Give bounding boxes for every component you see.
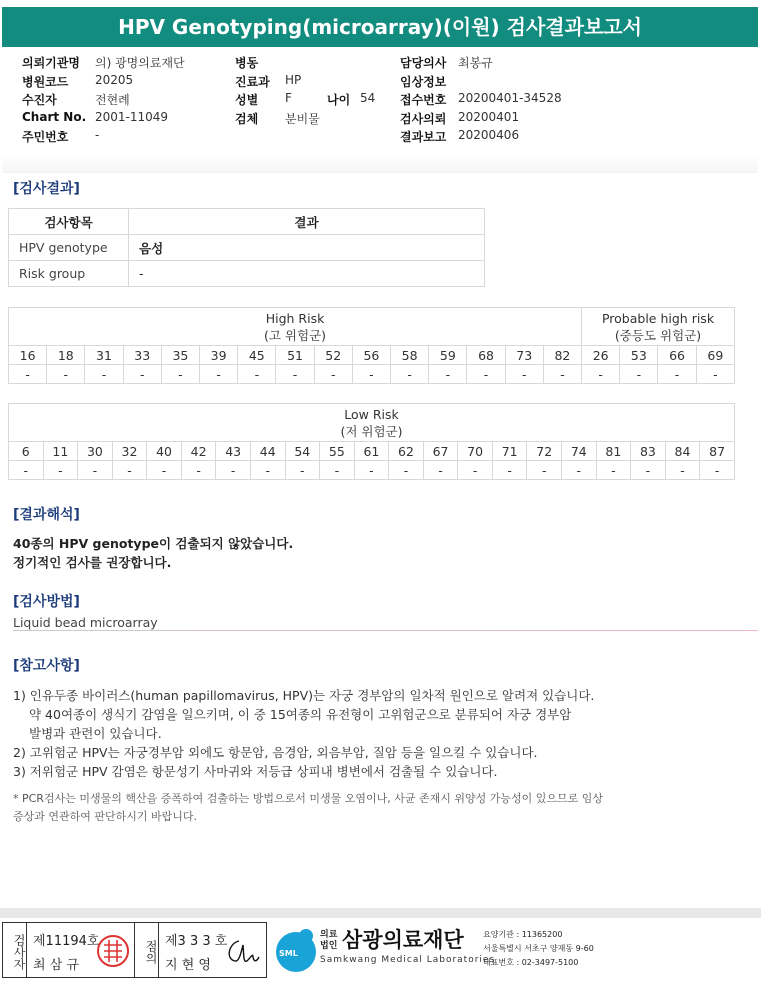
interpretation-text	[13, 534, 293, 572]
interpretation-line: 40종의 HPV genotype이 검출되지 않았습니다.	[13, 536, 294, 551]
note-line: 약 40여종이 생식기 감염을 일으키며, 이 중 15여종의 유전형이 고위험군으로 분류되어 자궁 경부암	[29, 707, 572, 722]
hpv-type: 16	[9, 346, 47, 365]
note-line: 증상과 연관하여 판단하시기 바랍니다.	[13, 810, 198, 823]
hpv-type: 74	[562, 442, 597, 461]
result-value: 음성	[129, 235, 485, 261]
section-reference-title: [참고사항]	[13, 658, 80, 674]
hpv-type: 59	[429, 346, 467, 365]
info-value: 전현례	[95, 93, 130, 107]
hpv-result: -	[696, 365, 734, 384]
info-label: 검체	[235, 111, 259, 126]
tester-cell	[27, 923, 135, 977]
info-value: 최봉규	[458, 56, 493, 70]
hpv-type: 62	[389, 442, 424, 461]
reviewer-license: 제3 3 3 호	[165, 934, 228, 949]
hpv-type: 83	[631, 442, 666, 461]
hpv-result: -	[389, 461, 424, 480]
note-line: 2) 고위험군 HPV는 자궁경부암 외에도 항문암, 음경암, 외음부암, 질암 등을 일으킬 수 있습니다.	[13, 745, 538, 760]
org-code: 요양기관 : 11365200	[483, 930, 563, 939]
note-line: * PCR검사는 미생물의 핵산을 증폭하여 검출하는 방법으로서 미생물 오염이나, 사균 존재시 위양성 가능성이 있으므로 임상	[13, 792, 603, 805]
info-label: 검사의뢰	[400, 111, 447, 126]
org-contact	[483, 928, 594, 970]
org-prefix-line: 의료	[320, 930, 338, 940]
type-row	[9, 442, 735, 461]
hpv-type: 33	[123, 346, 161, 365]
hpv-type: 72	[527, 442, 562, 461]
org-phone: 대표번호 : 02-3497-5100	[483, 958, 579, 967]
hpv-result: -	[423, 461, 458, 480]
hpv-result: -	[112, 461, 147, 480]
hpv-type: 43	[216, 442, 251, 461]
reference-notes	[13, 686, 594, 781]
org-badge: SML	[279, 949, 298, 958]
hpv-type: 6	[9, 442, 44, 461]
hpv-type: 31	[85, 346, 123, 365]
hpv-type: 42	[181, 442, 216, 461]
org-name: 삼광의료재단	[342, 928, 464, 952]
hpv-result: -	[391, 365, 429, 384]
hpv-result: -	[562, 461, 597, 480]
info-value: 20200401-34528	[458, 91, 562, 105]
hpv-result: -	[458, 461, 493, 480]
value-row	[9, 365, 735, 384]
hpv-result: -	[85, 365, 123, 384]
hpv-result: -	[620, 365, 658, 384]
hpv-result: -	[9, 461, 44, 480]
hpv-result: -	[9, 365, 47, 384]
hpv-result: -	[658, 365, 696, 384]
org-prefix-line: 법인	[320, 941, 338, 951]
note-line: 발병과 관련이 있습니다.	[29, 726, 162, 741]
hpv-type: 87	[700, 442, 735, 461]
info-label: 나이	[327, 93, 351, 107]
hpv-result: -	[429, 365, 467, 384]
hpv-type: 32	[112, 442, 147, 461]
hpv-type: 67	[423, 442, 458, 461]
hpv-result: -	[181, 461, 216, 480]
hpv-type: 69	[696, 346, 734, 365]
probable-risk-subtitle: (중등도 위험군)	[614, 327, 702, 343]
interpretation-line: 정기적인 검사를 권장합니다.	[13, 555, 172, 570]
info-value: HP	[285, 72, 302, 87]
hpv-result: -	[665, 461, 700, 480]
hpv-type: 58	[391, 346, 429, 365]
tester-seal-icon	[95, 931, 131, 971]
hpv-type: 55	[320, 442, 355, 461]
high-risk-title: High Risk	[265, 310, 325, 326]
hpv-result: -	[285, 461, 320, 480]
info-label: 임상정보	[400, 74, 447, 89]
info-label: 접수번호	[400, 93, 447, 107]
info-label: 성별	[235, 93, 259, 107]
low-risk-subtitle: (저 위험군)	[340, 423, 403, 439]
hpv-result: -	[161, 365, 199, 384]
hpv-type: 11	[43, 442, 78, 461]
reviewer-cell	[159, 923, 267, 977]
signature-box	[2, 922, 267, 978]
hpv-type: 40	[147, 442, 182, 461]
hpv-result: -	[47, 365, 85, 384]
tester-license: 제11194호	[33, 934, 100, 949]
hpv-type: 68	[467, 346, 505, 365]
low-risk-title: Low Risk	[344, 406, 399, 422]
hpv-result: -	[492, 461, 527, 480]
hpv-result: -	[200, 365, 238, 384]
hpv-result: -	[700, 461, 735, 480]
hpv-result: -	[631, 461, 666, 480]
hpv-result: -	[314, 365, 352, 384]
hpv-result: -	[320, 461, 355, 480]
hpv-result: -	[238, 365, 276, 384]
value-row	[9, 461, 735, 480]
high-risk-table	[8, 307, 735, 384]
low-risk-header	[9, 404, 735, 442]
method-divider	[13, 630, 758, 631]
hpv-type: 54	[285, 442, 320, 461]
table-row	[9, 235, 485, 261]
table-row	[9, 261, 485, 287]
header-divider	[2, 155, 758, 173]
tester-name: 최 삼 규	[33, 958, 79, 973]
footer-band	[0, 908, 761, 918]
hpv-result: -	[147, 461, 182, 480]
note-line: 1) 인유두종 바이러스(human papillomavirus, HPV)는 자궁 경부암의 일차적 원인으로 알려져 있습니다.	[13, 688, 595, 703]
low-risk-table	[8, 403, 735, 480]
hpv-result: -	[123, 365, 161, 384]
patient-info	[22, 54, 722, 147]
result-header-result: 결과	[129, 209, 485, 235]
reviewer-signature-icon	[223, 935, 261, 969]
result-item: Risk group	[9, 261, 129, 287]
hpv-result: -	[78, 461, 113, 480]
hpv-type: 56	[352, 346, 390, 365]
info-label: 담당의사	[400, 56, 447, 70]
pcr-disclaimer	[13, 790, 603, 826]
info-label: 진료과	[235, 74, 270, 89]
probable-risk-title: Probable high risk	[601, 310, 715, 326]
hpv-type: 30	[78, 442, 113, 461]
hpv-type: 26	[582, 346, 620, 365]
reviewer-label: 점의	[135, 923, 159, 977]
hpv-result: -	[582, 365, 620, 384]
reviewer-name: 지 현 영	[165, 958, 211, 973]
result-table	[8, 208, 485, 287]
high-risk-header	[9, 308, 582, 346]
tester-label: 검사자	[3, 923, 27, 977]
info-value: -	[95, 128, 100, 142]
info-value: 20205	[95, 72, 134, 87]
hpv-result: -	[505, 365, 543, 384]
info-value: 분비물	[285, 111, 320, 126]
hpv-type: 45	[238, 346, 276, 365]
hpv-type: 84	[665, 442, 700, 461]
result-header-row	[9, 209, 485, 235]
hpv-result: -	[596, 461, 631, 480]
info-value: F	[285, 91, 292, 105]
section-interpretation-title: [결과해석]	[13, 507, 80, 523]
result-item: HPV genotype	[9, 235, 129, 261]
hpv-result: -	[43, 461, 78, 480]
hpv-type: 39	[200, 346, 238, 365]
org-name-en: Samkwang Medical Laboratories	[320, 955, 496, 965]
hpv-type: 66	[658, 346, 696, 365]
hpv-result: -	[354, 461, 389, 480]
hpv-type: 73	[505, 346, 543, 365]
hpv-result: -	[352, 365, 390, 384]
section-result-title: [검사결과]	[13, 181, 80, 197]
method-text: Liquid bead microarray	[13, 615, 158, 630]
hpv-type: 61	[354, 442, 389, 461]
info-label: 결과보고	[400, 130, 447, 144]
info-value: 의) 광명의료재단	[95, 56, 185, 70]
info-label: 병원코드	[22, 74, 69, 89]
hpv-type: 70	[458, 442, 493, 461]
note-line: 3) 저위험군 HPV 감염은 항문성기 사마귀와 저등급 상피내 병변에서 검출될 수 있습니다.	[13, 764, 498, 779]
result-header-item: 검사항목	[9, 209, 129, 235]
hpv-result: -	[276, 365, 314, 384]
report-title: HPV Genotyping(microarray)(이원) 검사결과보고서	[2, 7, 758, 47]
hpv-result: -	[250, 461, 285, 480]
hpv-type: 71	[492, 442, 527, 461]
info-label: 의뢰기관명	[22, 56, 80, 70]
hpv-type: 35	[161, 346, 199, 365]
hpv-type: 51	[276, 346, 314, 365]
result-value: -	[129, 261, 485, 287]
organization-logo	[272, 924, 752, 980]
info-value: 54	[360, 91, 376, 105]
hpv-result: -	[467, 365, 505, 384]
info-label: Chart No.	[22, 109, 87, 124]
org-address: 서울특별시 서초구 양재동 9-60	[483, 944, 594, 953]
info-value: 2001-11049	[95, 109, 169, 124]
org-prefix	[320, 930, 337, 952]
hpv-result: -	[216, 461, 251, 480]
info-label: 수진자	[22, 93, 57, 107]
high-risk-subtitle: (고 위험군)	[264, 327, 327, 343]
hpv-type: 18	[47, 346, 85, 365]
hpv-type: 82	[543, 346, 581, 365]
probable-risk-header	[582, 308, 735, 346]
info-label: 주민번호	[22, 130, 69, 144]
info-value: 20200406	[458, 128, 520, 142]
info-value: 20200401	[458, 109, 520, 124]
hpv-type: 52	[314, 346, 352, 365]
info-label: 병동	[235, 56, 259, 70]
type-row	[9, 346, 735, 365]
hpv-result: -	[543, 365, 581, 384]
hpv-type: 44	[250, 442, 285, 461]
hpv-type: 53	[620, 346, 658, 365]
section-method-title: [검사방법]	[13, 594, 80, 610]
hpv-type: 81	[596, 442, 631, 461]
hpv-result: -	[527, 461, 562, 480]
